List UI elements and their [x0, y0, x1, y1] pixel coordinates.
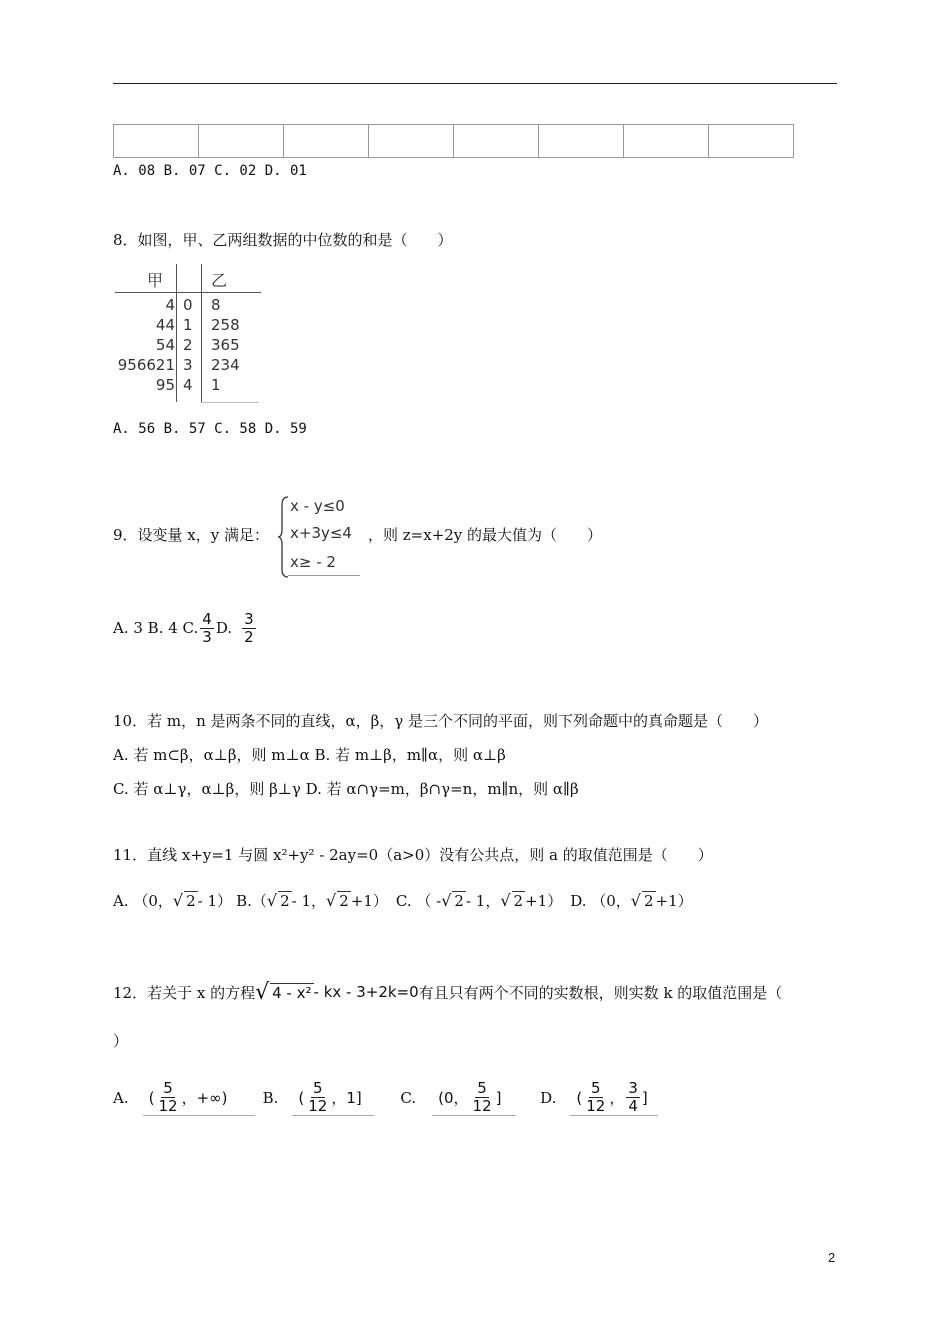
q9-option-d-label: D. [215, 619, 233, 637]
fraction-numerator: 5 [591, 1079, 601, 1097]
sqrt-icon: √ [172, 890, 184, 910]
plot-row [113, 356, 261, 376]
brace-icon [278, 495, 290, 579]
system-underline [288, 575, 360, 576]
plot-header [113, 268, 261, 288]
fraction-numerator: 5 [163, 1079, 173, 1097]
answer-cell [454, 125, 539, 158]
plot-row [113, 376, 261, 396]
q11-option-b-radicand: 2 [280, 891, 290, 910]
q12-equation-tail: - kx - 3+2k=0 [313, 983, 419, 1001]
q11-option-c-label: C. （ - [395, 891, 442, 910]
close-bracket: ] [495, 1088, 502, 1107]
plot-right-header: 乙 [211, 271, 228, 290]
q12-stem-suffix: 有且只有两个不同的实数根，则实数 k 的取值范围是（ [418, 983, 783, 1002]
fraction-numerator: 5 [477, 1079, 487, 1097]
answer-cell [709, 125, 794, 158]
q12-stem [113, 976, 782, 1008]
plot-right-leaves: 234 [211, 356, 240, 374]
q11-option-d-label: D. （0， [570, 891, 631, 910]
q12-option-b [292, 1080, 374, 1116]
plot-stem: 4 [183, 376, 193, 394]
fraction-numerator: 4 [202, 609, 212, 628]
q9-option-d-fraction [242, 611, 256, 646]
q11-option-a-label: A. （0， [113, 891, 173, 910]
q11-option-b-radicand: 2 [339, 891, 349, 910]
fraction-denominator: 12 [308, 1097, 328, 1115]
q12-option-d [570, 1080, 658, 1116]
fraction-denominator: 12 [586, 1097, 606, 1115]
sqrt-icon: √ [441, 890, 452, 910]
q11-option-c-mid: - 1， [465, 891, 501, 910]
q12-option-a [143, 1080, 255, 1116]
answer-cell [624, 125, 709, 158]
q12-option-d-fraction-1 [584, 1080, 607, 1115]
q10-stem: 10．若 m，n 是两条不同的直线，α，β，γ 是三个不同的平面，则下列命题中的真命题是（ ） [113, 712, 769, 730]
q12-option-d-label: D. [540, 1089, 557, 1107]
q12-option-d-fraction-2 [626, 1080, 640, 1115]
fraction-denominator: 3 [202, 627, 212, 646]
plot-stem: 2 [183, 336, 193, 354]
q12-options [113, 1076, 658, 1120]
q8-options: A. 56 B. 57 C. 58 D. 59 [113, 421, 307, 437]
q9-option-c-fraction [200, 611, 214, 646]
stem-leaf-plot [113, 264, 261, 404]
fraction-denominator: 4 [628, 1097, 638, 1115]
answer-cell [539, 125, 624, 158]
comma: ， [609, 1089, 625, 1107]
q12-option-a-fraction [156, 1080, 179, 1115]
fraction-numerator: 3 [628, 1079, 638, 1097]
close-bracket: ] [641, 1088, 648, 1107]
plot-right-leaves: 258 [211, 316, 240, 334]
fraction-numerator: 5 [313, 1079, 323, 1097]
plot-left-leaves: 44 [155, 316, 175, 334]
q11-option-d-radicand: 2 [644, 891, 654, 910]
q12-option-b-right: ，1] [331, 1089, 362, 1107]
plot-right-leaves: 8 [211, 296, 221, 314]
q11-option-a-tail: - 1） [197, 891, 233, 910]
plot-left-leaves: 4 [165, 296, 175, 314]
plot-stem: 1 [183, 316, 193, 334]
q12-stem-prefix: 12．若关于 x 的方程 [113, 983, 256, 1002]
sqrt-icon: √ [255, 979, 270, 1005]
plot-left-header: 甲 [147, 271, 164, 290]
plot-bottom-edge [201, 402, 259, 403]
q12-option-c-fraction [471, 1080, 494, 1115]
plot-right-leaves: 1 [211, 376, 221, 394]
open-paren: ( [148, 1088, 155, 1107]
plot-left-leaves: 956621 [117, 356, 175, 374]
q10-options-ab: A. 若 m⊂β，α⊥β，则 m⊥α B. 若 m⊥β，m∥α，则 α⊥β [113, 746, 506, 764]
open-paren: ( [298, 1088, 305, 1107]
plot-right-leaves: 365 [211, 336, 240, 354]
q11-option-b-label: B.（ [236, 891, 267, 910]
plot-left-leaves: 95 [155, 376, 175, 394]
inequality-3: x≥ - 2 [290, 553, 336, 571]
q12-option-a-right: ，+∞) [181, 1089, 228, 1107]
q12-option-c-left: (0， [438, 1089, 469, 1107]
q12-stem-line2: ） [113, 1032, 129, 1050]
open-paren: ( [576, 1088, 583, 1107]
q11-option-c-radicand: 2 [513, 891, 524, 910]
answer-cell [114, 125, 199, 158]
plot-row [113, 336, 261, 356]
q11-stem: 11．直线 x+y=1 与圆 x²+y² - 2ay=0（a>0）没有公共点，则 a 的取值范围是（ ） [113, 846, 713, 864]
q11-option-a-radicand: 2 [186, 891, 196, 910]
inequality-1: x - y≤0 [290, 497, 345, 515]
plot-divider [115, 292, 261, 293]
q9-options-ab: A. 3 B. 4 C. [113, 619, 199, 637]
q11-option-b-tail: +1） [350, 891, 388, 910]
answer-cell [284, 125, 369, 158]
sqrt-icon: √ [630, 890, 641, 910]
q8-stem: 8．如图，甲、乙两组数据的中位数的和是（ ） [113, 231, 453, 249]
q11-option-d-tail: +1） [655, 891, 693, 910]
sqrt-icon: √ [326, 890, 337, 910]
q9-suffix: ，则 z=x+2y 的最大值为（ ） [368, 526, 603, 544]
q12-option-a-label: A. [113, 1089, 129, 1107]
q9-options [113, 606, 258, 650]
q10-options-cd: C. 若 α⊥γ，α⊥β，则 β⊥γ D. 若 α∩γ=m，β∩γ=n，m∥n，则 α∥β [113, 780, 579, 798]
q11-options [113, 888, 693, 912]
fraction-denominator: 2 [244, 627, 254, 646]
page-number: 2 [828, 1250, 836, 1265]
q11-option-c-tail: +1） [525, 891, 563, 910]
q12-option-b-label: B. [262, 1089, 279, 1107]
answer-cell [369, 125, 454, 158]
q12-option-c-label: C. [400, 1089, 417, 1107]
answer-grid [113, 124, 794, 158]
q11-option-c-radicand: 2 [454, 891, 464, 910]
plot-stem: 3 [183, 356, 193, 374]
q7-options: A. 08 B. 07 C. 02 D. 01 [113, 163, 307, 179]
inequality-2: x+3y≤4 [290, 524, 352, 542]
header-rule [113, 83, 837, 84]
sqrt-icon: √ [500, 890, 511, 910]
q12-option-c [432, 1080, 516, 1116]
fraction-denominator: 12 [472, 1097, 492, 1115]
plot-stem: 0 [183, 296, 193, 314]
inequality-system [278, 495, 362, 579]
answer-cell [199, 125, 284, 158]
q9-prefix: 9．设变量 x，y 满足： [113, 526, 270, 544]
q11-option-b-mid: - 1， [291, 891, 326, 910]
fraction-denominator: 12 [158, 1097, 178, 1115]
plot-row [113, 316, 261, 336]
q12-radicand: 4 - x² [272, 983, 312, 1002]
fraction-numerator: 3 [244, 609, 254, 628]
plot-row [113, 296, 261, 316]
sqrt-icon: √ [266, 890, 278, 910]
q12-option-b-fraction [306, 1080, 329, 1115]
plot-left-leaves: 54 [155, 336, 175, 354]
